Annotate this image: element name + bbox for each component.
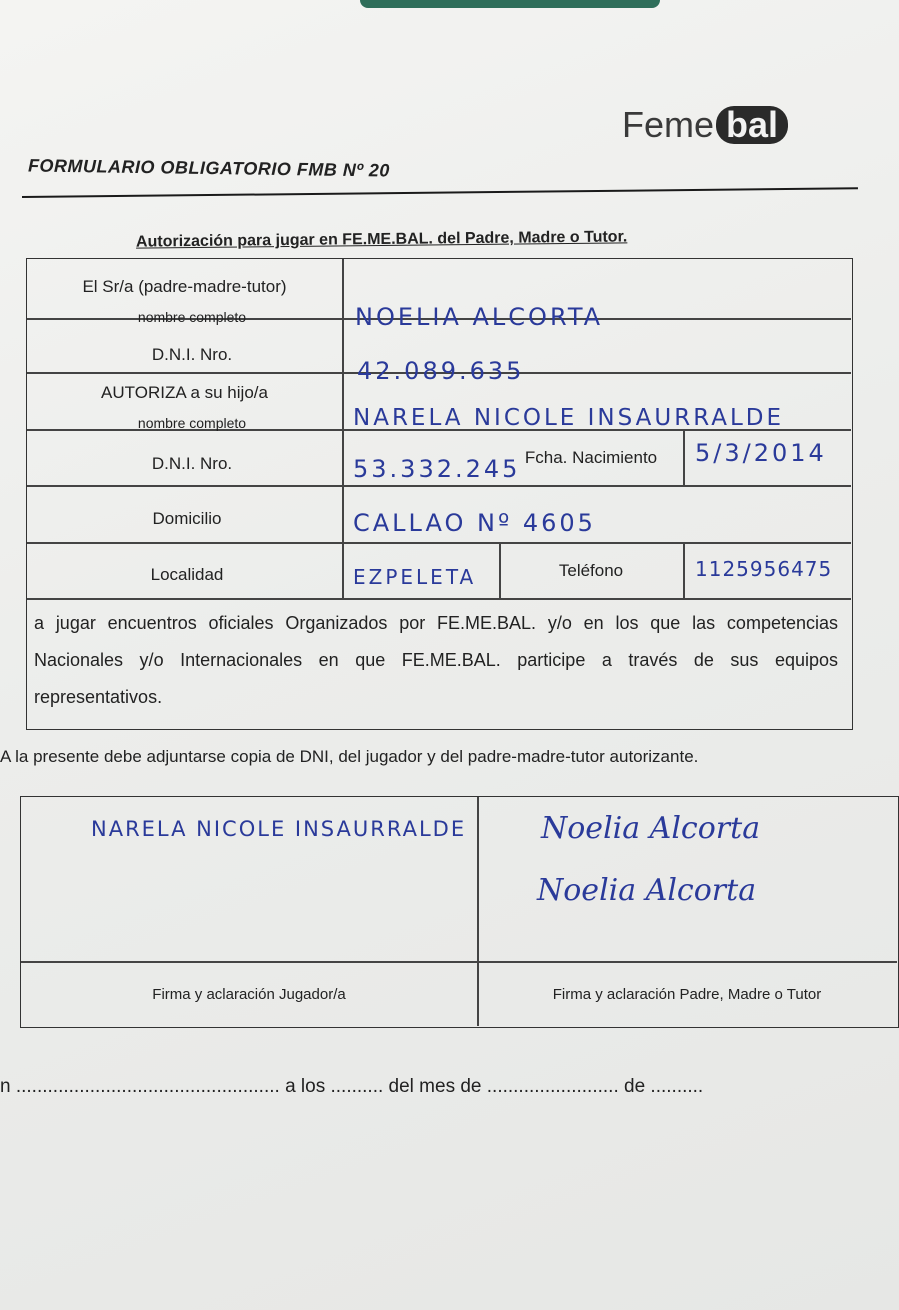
phone-label: Teléfono [558, 561, 624, 580]
form-subtitle: Autorización para jugar en FE.ME.BAL. del Padre, Madre o Tutor. [135, 228, 628, 251]
row-divider [27, 598, 851, 600]
signature-table [20, 796, 899, 1028]
parent-name-value: NOELIA ALCORTA [355, 303, 604, 331]
row-divider [27, 485, 851, 487]
player-signature-label: Firma y aclaración Jugador/a [152, 986, 346, 1003]
title-divider [22, 187, 858, 198]
date-place-line: n .................................................. a los .......... del mes de ......................... de .......... [0, 1076, 704, 1097]
city-label: Localidad [150, 565, 224, 584]
top-strip-decoration [360, 0, 660, 8]
column-divider [683, 542, 685, 598]
city-value: EZPELETA [353, 565, 477, 589]
femebal-logo [622, 100, 788, 150]
parent-label: El Sr/a (padre-madre-tutor) [82, 277, 287, 296]
authorizes-label: AUTORIZA a su hijo/a [101, 383, 268, 402]
tutor-clarification: Noelia Alcorta [537, 873, 757, 908]
logo-text: Feme [622, 104, 715, 145]
authorization-text: a jugar encuentros oficiales Organizados por FE.ME.BAL. y/o en los que las competencias Nacionales y/o Internacionales en que FE.ME.BAL. participe a través de sus equipos representativos. [34, 613, 838, 707]
column-divider [683, 429, 685, 485]
child-dni-label: D.N.I. Nro. [151, 454, 233, 473]
address-label: Domicilio [152, 509, 222, 528]
form-title: FORMULARIO OBLIGATORIO FMB Nº 20 [27, 155, 391, 181]
parent-dni-label: D.N.I. Nro. [151, 345, 233, 364]
birth-date-label: Fcha. Nacimiento [524, 448, 658, 467]
parent-name-sublabel: nombre completo [137, 309, 247, 325]
parent-dni-value: 42.089.635 [357, 357, 525, 385]
row-divider [27, 542, 851, 544]
tutor-signature-label: Firma y aclaración Padre, Madre o Tutor [552, 986, 822, 1003]
tutor-signature: Noelia Alcorta [541, 811, 761, 846]
child-name-sublabel: nombre completo [137, 415, 247, 431]
birth-date-value: 5/3/2014 [695, 439, 827, 467]
phone-value: 1125956475 [695, 557, 833, 581]
child-dni-value: 53.332.245 [353, 455, 521, 483]
logo-pill: bal [716, 106, 788, 144]
attachment-note: A la presente debe adjuntarse copia de DNI, del jugador y del padre-madre-tutor autorizante. [0, 747, 699, 766]
address-value: CALLAO Nº 4605 [353, 509, 596, 537]
signature-row-divider [21, 961, 897, 963]
child-name-value: NARELA NICOLE INSAURRALDE [353, 405, 785, 431]
player-clarification: NARELA NICOLE INSAURRALDE [91, 817, 467, 841]
